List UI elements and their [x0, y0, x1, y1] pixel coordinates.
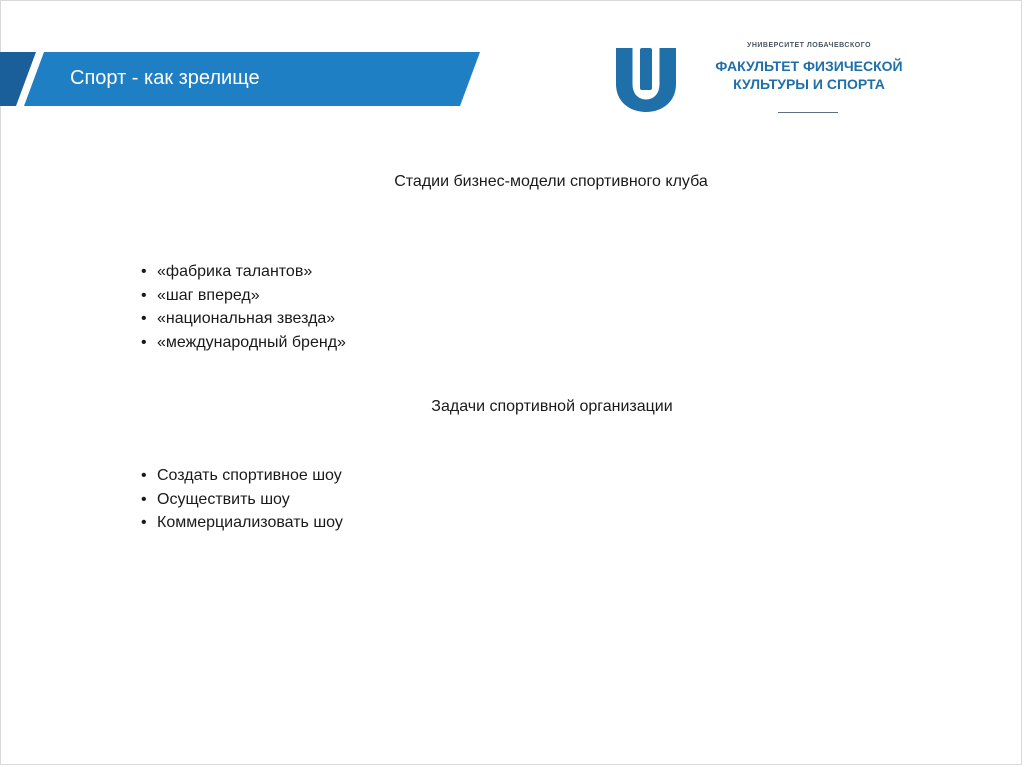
faculty-name-line-2: КУЛЬТУРЫ И СПОРТА	[733, 76, 885, 92]
list-item: • «шаг вперед»	[141, 284, 346, 308]
list-item: • «национальная звезда»	[141, 307, 346, 331]
business-model-heading: Стадии бизнес-модели спортивного клуба	[394, 173, 708, 190]
list-item: • «международный бренд»	[141, 331, 346, 355]
organization-tasks-heading: Задачи спортивной организации	[431, 398, 673, 415]
logo-divider	[778, 112, 838, 113]
list-item: • Коммерциализовать шоу	[141, 511, 343, 535]
faculty-logo-text	[694, 42, 924, 93]
organization-tasks-list	[141, 464, 343, 535]
page-title: Спорт - как зрелище	[70, 67, 260, 89]
university-name: УНИВЕРСИТЕТ ЛОБАЧЕВСКОГО	[746, 42, 872, 49]
business-model-stages-list	[141, 260, 346, 354]
university-u-logo-icon	[614, 44, 678, 114]
faculty-name-line-1: ФАКУЛЬТЕТ ФИЗИЧЕСКОЙ	[715, 58, 903, 74]
list-item: • Создать спортивное шоу	[141, 464, 343, 488]
list-item: • «фабрика талантов»	[141, 260, 346, 284]
list-item: • Осуществить шоу	[141, 488, 343, 512]
